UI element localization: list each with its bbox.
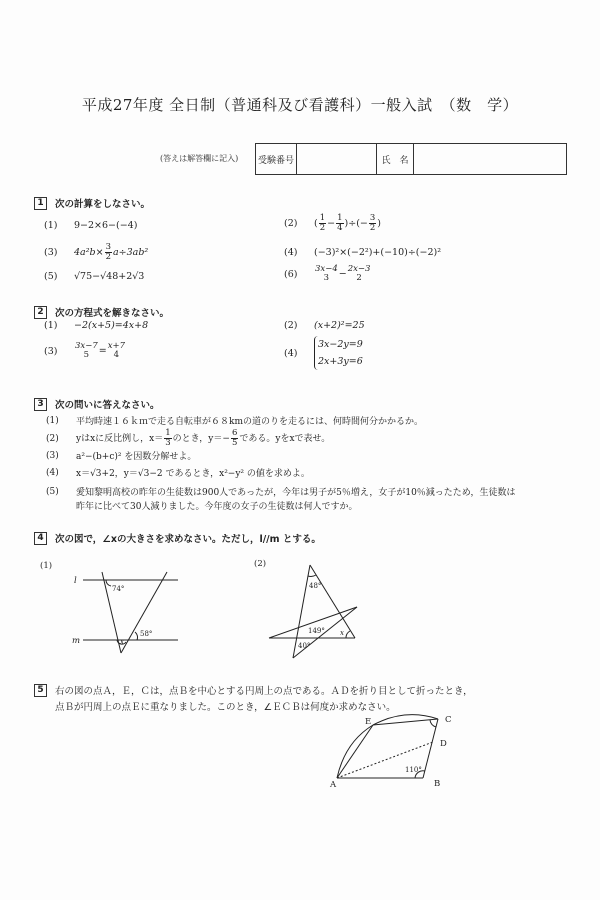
- angle-74: 74°: [112, 585, 125, 593]
- angle-arc: [106, 580, 111, 586]
- question-expr: 3x−4 3 − 2x−3 2: [315, 264, 371, 283]
- question-3-5-line2: 昨年に比べて30人減りました。今年度の女子の生徒数は何人ですか。: [76, 502, 358, 512]
- section-heading-text: 右の図の点Ａ，Ｅ，Ｃは，点Ｂを中心とする円周上の点である。ＡＤを折り目として折ったとき，: [55, 686, 473, 697]
- question-expr: √75−√48+2√3: [74, 271, 145, 282]
- question-number: (2): [284, 218, 298, 229]
- angle-40: 40°: [298, 642, 311, 650]
- angle-x: x: [120, 638, 124, 646]
- question-number: (5): [46, 486, 59, 497]
- question-number: (1): [44, 320, 58, 331]
- section-number: 3: [34, 398, 47, 411]
- question-number: (2): [284, 320, 298, 331]
- answer-note: (答えは解答欄に記入): [160, 154, 239, 163]
- question-number: (3): [46, 450, 59, 461]
- name-label: 氏 名: [377, 144, 414, 174]
- question-expr: 4a²b× $\frac{3}{2}$ a÷3ab²: [74, 242, 149, 262]
- angle-58: 58°: [140, 630, 153, 638]
- question-number: (4): [284, 347, 298, 359]
- section-5-heading-line2: 点Ｂが円周上の点Ｅに重なりました。このとき，∠ＥＣＢは何度か求めなさい。: [55, 702, 396, 713]
- point-D: D: [440, 739, 447, 749]
- question-number: (2): [46, 433, 59, 444]
- label-l: l: [74, 576, 77, 586]
- fig-2-label: (2): [254, 559, 267, 569]
- section-5-heading: [34, 683, 473, 697]
- point-E: E: [365, 717, 372, 727]
- question-number: (1): [44, 220, 58, 231]
- angle-149: 149°: [308, 627, 325, 635]
- equation-system: 3x−2y=9 2x+3y=6: [314, 336, 363, 370]
- section-number: 4: [34, 532, 47, 545]
- question-expr: −2(x+5)=4x+8: [74, 320, 149, 331]
- exam-number-label: 受験番号: [256, 144, 297, 174]
- exam-title: 平成27年度 全日制（普通科及び看護科）一般入試 （数 学）: [81, 96, 519, 114]
- question-text: yはxに反比例し，x＝ $\frac{1}{3}$ のとき，y＝− $\frac{6}{5}$ である。yをxで表せ。: [76, 428, 331, 448]
- section-heading-text: 次の問いに答えなさい。: [55, 400, 160, 411]
- section-heading-text: 次の方程式を解きなさい。: [55, 308, 170, 319]
- transversal-right: [121, 572, 167, 653]
- question-number: (6): [284, 268, 298, 280]
- question-number: (3): [44, 247, 58, 258]
- point-B: B: [434, 779, 441, 789]
- question-text: x＝√3+2，y＝√3−2 であるとき，x²−y² の値を求めよ。: [76, 469, 310, 479]
- question-text: a²−(b+c)² を因数分解せよ。: [76, 452, 197, 462]
- question-number: (4): [284, 247, 298, 258]
- point-A: A: [330, 780, 337, 790]
- section-heading-text: 次の計算をしなさい。: [55, 199, 151, 210]
- question-expr: 3x−7 5 = x+7 4: [75, 341, 126, 360]
- angle-110: 110°: [405, 766, 422, 774]
- angle-48: 48°: [309, 582, 322, 590]
- question-expr: (x+2)²=25: [314, 320, 365, 331]
- angle-arc: [135, 632, 138, 640]
- question-number: (5): [44, 271, 58, 282]
- question-number: (3): [44, 345, 58, 357]
- question-number: (1): [46, 415, 59, 426]
- point-C: C: [445, 715, 452, 725]
- section-number: 5: [34, 684, 47, 697]
- question-expr: (−3)²×(−2²)+(−10)÷(−2)²: [314, 247, 442, 258]
- question-expr: ( $\frac{1}{2}$ − $\frac{1}{4}$ )÷(− $\frac{3}{2}$ ): [314, 213, 382, 233]
- angle-x: x: [340, 629, 344, 637]
- question-text: 愛知黎明高校の昨年の生徒数は900人であったが，今年は男子が5％増え，女子が10％減ったため，生徒数は: [76, 488, 516, 498]
- section-number: 1: [34, 197, 47, 210]
- label-m: m: [72, 636, 81, 646]
- question-number: (4): [46, 467, 59, 478]
- fig-1-label: (1): [40, 561, 53, 571]
- question-expr: 9−2×6−(−4): [74, 220, 138, 231]
- question-text: 平均時速１６ｋｍで走る自転車が６８kmの道のりを走るには、何時間何分かかるか。: [76, 417, 423, 427]
- section-number: 2: [34, 306, 47, 319]
- section-heading-text: 次の図で，∠xの大きさを求めなさい。ただし，l//m とする。: [55, 534, 321, 545]
